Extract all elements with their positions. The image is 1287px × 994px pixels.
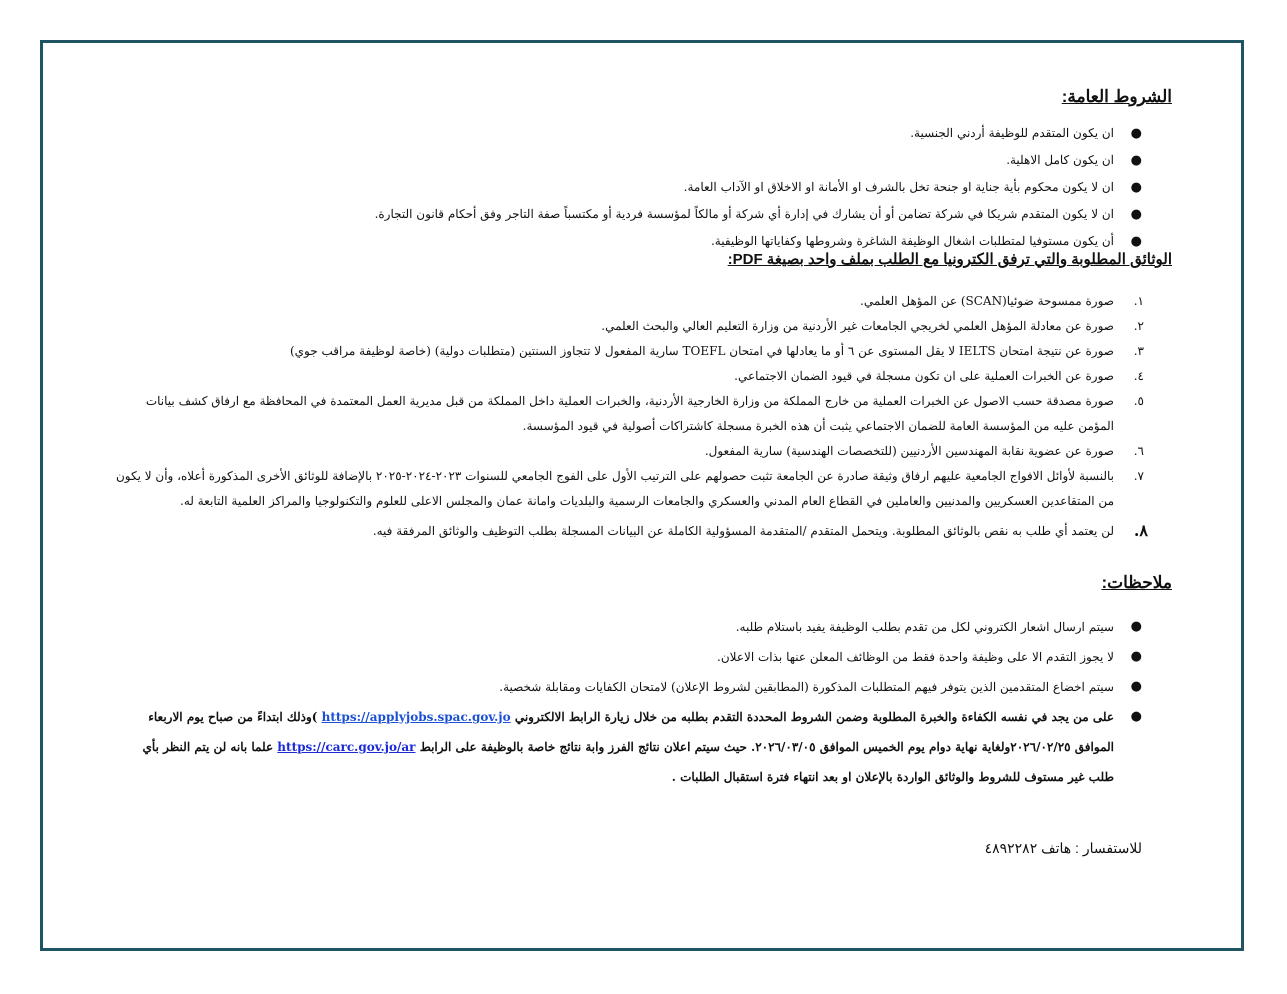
list-item: ٤. صورة عن الخبرات العملية على ان تكون مسجلة في قيود الضمان الاجتماعي.	[734, 369, 1144, 383]
bullet-icon: ●	[1130, 207, 1142, 222]
list-item: ● سيتم ارسال اشعار الكتروني لكل من تقدم بطلب الوظيفة يفيد باستلام طلبه.	[115, 612, 1172, 642]
list-item: ٧. بالنسبة لأوائل الافواج الجامعية عليهم ارفاق وثيقة صادرة عن الجامعة تثبت حصولهم على الترتيب الأول على الفوج الجامعي للسنوات ٢٠٢٣-٢٠٢٤-٢٠٢٥ بالإضافة للوثائق الأخرى المذكورة أعلاه، وأن لا يكون من المتقاعدين العسكريين والمدنيين والعاملين في القطاع العام المدني والعسكري والجامعات الرسمية والبلديات وامانة عمان والمجلس الاعلى للعلوم والتكنولوجيا والمراكز العلمية التابعة له.	[115, 469, 1144, 508]
list-item: ● ان يكون المتقدم للوظيفة أردني الجنسية.	[115, 120, 1172, 147]
announcement-body	[115, 86, 1172, 792]
bullet-icon: ●	[1130, 679, 1142, 694]
list-item: ٣. صورة عن نتيجة امتحان IELTS لا يقل المستوى عن ٦ أو ما يعادلها في امتحان TOEFL سارية المفعول لا تتجاوز السنتين (متطلبات دولية) (خاصة لوظيفة مراقب جوي)	[289, 344, 1144, 358]
list-item: ● ان يكون كامل الاهلية.	[115, 147, 1172, 174]
list-item: ● سيتم اخضاع المتقدمين الذين يتوفر فيهم المتطلبات المذكورة (المطابقين لشروط الإعلان) لامتحان الكفايات ومقابلة شخصية.	[115, 672, 1172, 702]
apply-jobs-link[interactable]: https://applyjobs.spac.gov.jo	[321, 710, 511, 724]
list-item: ١. صورة ممسوحة ضوئيا(SCAN) عن المؤهل العلمي.	[860, 294, 1144, 308]
list-item: ● أن يكون مستوفيا لمتطلبات اشغال الوظيفة الشاغرة وشروطها وكفاياتها الوظيفية.	[115, 228, 1172, 255]
carc-results-link[interactable]: https://carc.gov.jo/ar	[277, 740, 416, 754]
list-item: ● على من يجد في نفسه الكفاءة والخبرة المطلوبة وضمن الشروط المحددة التقدم بطلبه من خلال زيارة الرابط الالكتروني https://applyjobs.spac.gov.jo )وذلك ابتداءً من صباح يوم الاربعاء الموافق ٢٠٢٦/٠٢/٢٥ولغاية نهاية دوام يوم الخميس الموافق ٢٠٢٦/٠٣/٠٥. حيث سيتم اعلان نتائج الفرز وابة نتائج خاصة بالوظيفة على الرابط https://carc.gov.jo/ar علما بانه لن يتم النظر بأي طلب غير مستوف للشروط والوثائق الواردة بالإعلان او بعد انتهاء فترة استقبال الطلبات .	[115, 702, 1172, 792]
list-item: ● ان لا يكون المتقدم شريكا في شركة تضامن أو أن يشارك في إدارة أي شركة أو مالكاً لمؤسسة فردية أو مكتسباً صفة التاجر وفق أحكام قانون التجارة.	[115, 201, 1172, 228]
general-conditions-heading: الشروط العامة:	[1061, 87, 1172, 106]
bullet-icon: ●	[1130, 709, 1142, 724]
list-item: ٥. صورة مصدقة حسب الاصول عن الخبرات العملية من خارج المملكة من وزارة الخارجية الأردنية، والخبرات العملية داخل المملكة من قبل مديرية العمل المعتمدة في المحافظة مع ارفاق كشف بيانات المؤمن عليه من المؤسسة العامة للضمان الاجتماعي يثبت أن هذه الخبرة مسجلة كاشتراكات أصولية في قيود المؤسسة.	[145, 394, 1144, 433]
list-item: ● لا يجوز التقدم الا على وظيفة واحدة فقط من الوظائف المعلن عنها بذات الاعلان.	[115, 642, 1172, 672]
list-item: ● ان لا يكون محكوم بأية جناية او جنحة تخل بالشرف او الأمانة او الاخلاق او الآداب العامة.	[115, 174, 1172, 201]
bullet-icon: ●	[1130, 180, 1142, 195]
required-documents-heading: الوثائق المطلوبة والتي ترفق الكترونيا مع الطلب بملف واحد بصيغة PDF:	[727, 251, 1172, 268]
required-documents-list	[115, 289, 1172, 544]
bullet-icon: ●	[1130, 153, 1142, 168]
list-item: ٦. صورة عن عضوية نقابة المهندسين الأردنيين (للتخصصات الهندسية) سارية المفعول.	[704, 444, 1144, 458]
list-item: ٢. صورة عن معادلة المؤهل العلمي لخريجي الجامعات غير الأردنية من وزارة التعليم العالي والبحث العلمي.	[601, 319, 1144, 333]
notes-list	[115, 612, 1172, 792]
notes-section	[115, 572, 1172, 792]
contact-phone: للاستفسار : هاتف ٤٨٩٢٢٨٢	[984, 840, 1142, 856]
notes-heading: ملاحظات:	[1101, 573, 1172, 592]
list-item: ٨. لن يعتمد أي طلب به نقص بالوثائق المطلوبة. ويتحمل المتقدم /المتقدمة المسؤولية الكاملة عن البيانات المسجلة بطلب التوظيف والوثائق المرفقة فيه.	[372, 521, 1148, 540]
general-conditions-section	[115, 86, 1172, 255]
required-documents-section	[115, 249, 1172, 544]
bullet-icon: ●	[1130, 649, 1142, 664]
bullet-icon: ●	[1130, 619, 1142, 634]
general-conditions-list	[115, 120, 1172, 255]
bullet-icon: ●	[1130, 126, 1142, 141]
bullet-icon: ●	[1130, 234, 1142, 249]
